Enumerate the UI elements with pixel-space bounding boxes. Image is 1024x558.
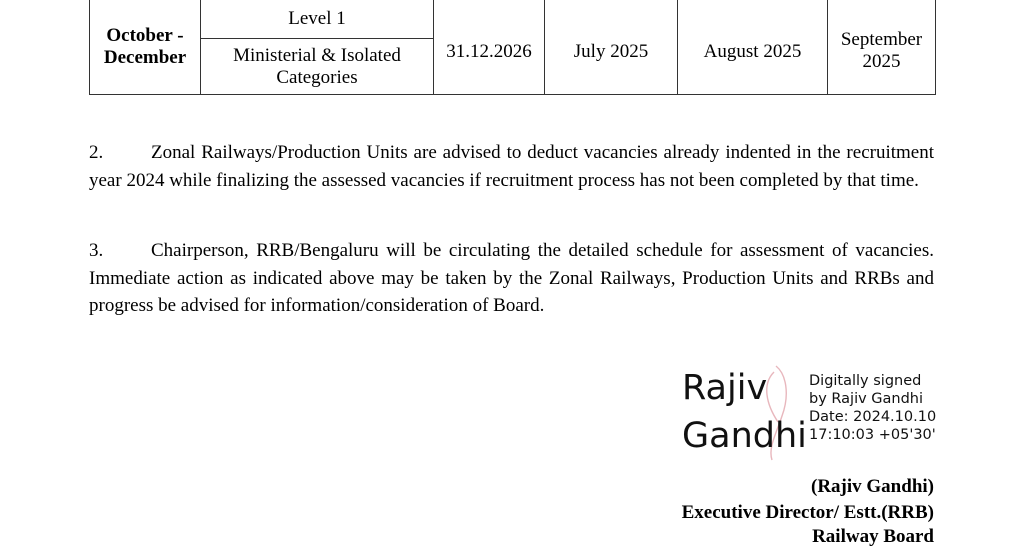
schedule-table bbox=[89, 0, 936, 95]
date-cell-2: July 2025 bbox=[545, 0, 678, 95]
period-cell: October - December bbox=[90, 0, 201, 95]
date-cell-4-line1: September bbox=[840, 29, 923, 50]
signature-info-line4: 17:10:03 +05'30' bbox=[809, 427, 936, 443]
signatory-office: Railway Board bbox=[812, 526, 934, 547]
category-cell: Ministerial & Isolated Categories bbox=[201, 39, 434, 95]
signature-info-line3: Date: 2024.10.10 bbox=[809, 409, 937, 425]
paragraph-3 bbox=[89, 237, 934, 320]
paragraph-2 bbox=[89, 139, 934, 194]
paragraph-2-text: Zonal Railways/Production Units are advised to deduct vacancies already indented in the recruitment year 2024 while finalizing the assessed vacancies if recruitment process has not been completed by that time. bbox=[89, 142, 934, 191]
date-cell-4 bbox=[828, 0, 936, 95]
date-cell-1: 31.12.2026 bbox=[434, 0, 545, 95]
paragraph-3-text: Chairperson, RRB/Bengaluru will be circulating the detailed schedule for assessment of vacancies. Immediate action as indicated above may be taken by the Zonal Railways, Production Units and RRBs and progress be advised for information/consideration of Board. bbox=[89, 240, 934, 316]
date-cell-4-line2: 2025 bbox=[862, 51, 901, 72]
digital-signature bbox=[680, 366, 940, 466]
signature-name-line2: Gandhi bbox=[682, 416, 807, 456]
paragraph-3-number: 3. bbox=[89, 240, 104, 261]
level-cell: Level 1 bbox=[201, 0, 434, 39]
signatory-name: (Rajiv Gandhi) bbox=[811, 476, 934, 497]
signature-info-line1: Digitally signed bbox=[809, 373, 922, 389]
paragraph-2-number: 2. bbox=[89, 142, 104, 163]
signatory-designation: Executive Director/ Estt.(RRB) bbox=[681, 502, 934, 523]
signature-info-line2: by Rajiv Gandhi bbox=[809, 391, 924, 407]
date-cell-3: August 2025 bbox=[678, 0, 828, 95]
signature-info bbox=[809, 372, 936, 444]
signature-name-line1: Rajiv bbox=[682, 368, 768, 408]
